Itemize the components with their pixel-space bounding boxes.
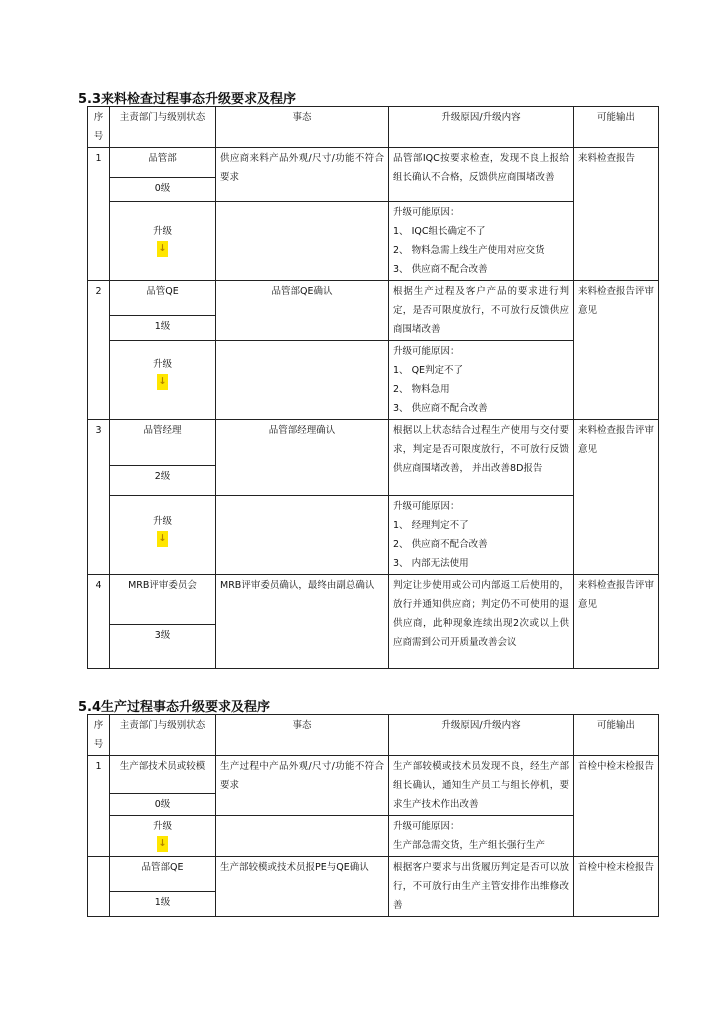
row-dept: 品管部 (110, 148, 216, 178)
empty-cell (216, 496, 389, 575)
row-seq: 1 (88, 756, 110, 857)
header-reason: 升级原因/升级内容 (389, 107, 574, 148)
row-dept: 品管经理 (110, 420, 216, 466)
row-level: 0级 (110, 794, 216, 816)
row-level: 3级 (110, 625, 216, 669)
upgrade-reasons (389, 202, 574, 281)
upgrade-item: 2、 供应商不配合改善 (393, 539, 488, 550)
table-header-row (88, 715, 659, 756)
upgrade-title: 升级可能原因： (393, 821, 460, 832)
upgrade-item: 1、 QE判定不了 (393, 365, 464, 376)
upgrade-title: 升级可能原因： (393, 207, 460, 218)
row-reason: 生产部较模或技术员发现不良，经生产部组长确认，通知生产员工与组长停机，要求生产技术作出改善 (389, 756, 574, 816)
row-output: 来料检查报告评审意见 (574, 281, 659, 420)
row-reason: 判定让步使用或公司内部返工后使用的，放行并通知供应商；判定仍不可使用的退供应商，此种现象连续出现2次或以上供应商需到公司开质量改善会议 (389, 575, 574, 669)
table-row (88, 148, 659, 178)
upgrade-cell (110, 496, 216, 575)
upgrade-item: 3、 供应商不配合改善 (393, 264, 488, 275)
upgrade-item: 2、 物料急用 (393, 384, 450, 395)
row-reason: 根据客户要求与出货履历判定是否可以放行，不可放行由生产主管安排作出维修改善 (389, 857, 574, 917)
row-seq-empty (88, 857, 110, 917)
empty-cell (216, 341, 389, 420)
row-seq: 2 (88, 281, 110, 420)
section-5-3-title: 5.3来料检查过程事态升级要求及程序 (78, 92, 297, 107)
table-row-upgrade (88, 816, 659, 857)
down-arrow-icon: ↓ (114, 836, 211, 852)
row-output: 来料检查报告 (574, 148, 659, 281)
header-reason: 升级原因/升级内容 (389, 715, 574, 756)
upgrade-item: 1、 IQC组长确定不了 (393, 226, 486, 237)
table-row (88, 420, 659, 466)
table-row-upgrade (88, 202, 659, 281)
empty-cell (216, 816, 389, 857)
upgrade-item: 生产部急需交货，生产组长强行生产 (393, 840, 546, 851)
upgrade-label: 升级 (152, 359, 172, 370)
row-seq: 3 (88, 420, 110, 575)
upgrade-item: 2、 物料急需上线生产使用对应交货 (393, 245, 545, 256)
row-event: MRB评审委员确认，最终由副总确认 (216, 575, 389, 669)
row-dept: MRB评审委员会 (110, 575, 216, 625)
header-output: 可能输出 (574, 715, 659, 756)
upgrade-reasons (389, 341, 574, 420)
row-level: 0级 (110, 178, 216, 202)
table-row-upgrade (88, 341, 659, 420)
row-dept: 品管QE (110, 281, 216, 316)
down-arrow-icon: ↓ (114, 531, 211, 547)
table-row (88, 756, 659, 794)
section-5-3-table (87, 106, 659, 669)
row-output: 来料检查报告评审意见 (574, 420, 659, 575)
row-event: 供应商来料产品外观/尺寸/功能不符合要求 (216, 148, 389, 202)
row-output: 首检中检末检报告 (574, 857, 659, 917)
row-event: 生产过程中产品外观/尺寸/功能不符合要求 (216, 756, 389, 816)
row-level: 1级 (110, 892, 216, 917)
row-dept: 品管部QE (110, 857, 216, 892)
row-level: 1级 (110, 315, 216, 340)
row-reason: 品管部IQC按要求检查，发现不良上报给组长确认不合格，反馈供应商围堵改善 (389, 148, 574, 202)
upgrade-cell (110, 816, 216, 857)
row-reason: 根据以上状态结合过程生产使用与交付要求，判定是否可限度放行，不可放行反馈供应商围堵改善， 并出改善8D报告 (389, 420, 574, 496)
row-level: 2级 (110, 466, 216, 496)
table-row (88, 575, 659, 625)
table-header-row (88, 107, 659, 148)
row-seq: 4 (88, 575, 110, 669)
upgrade-reasons (389, 816, 574, 857)
row-output: 首检中检末检报告 (574, 756, 659, 857)
upgrade-label: 升级 (152, 226, 172, 237)
row-reason: 根据生产过程及客户产品的要求进行判定，是否可限度放行，不可放行反馈供应商围堵改善 (389, 281, 574, 341)
header-dept: 主责部门与级别状态 (110, 715, 216, 756)
upgrade-reasons (389, 496, 574, 575)
upgrade-cell (110, 341, 216, 420)
row-dept: 生产部技术员或较模 (110, 756, 216, 794)
upgrade-label: 升级 (152, 516, 172, 527)
upgrade-title: 升级可能原因： (393, 501, 460, 512)
row-event: 生产部较模或技术员报PE与QE确认 (216, 857, 389, 917)
table-row (88, 281, 659, 316)
header-output: 可能输出 (574, 107, 659, 148)
header-event: 事态 (216, 107, 389, 148)
header-seq: 序号 (88, 715, 110, 756)
upgrade-item: 1、 经理判定不了 (393, 520, 469, 531)
header-event: 事态 (216, 715, 389, 756)
header-dept: 主责部门与级别状态 (110, 107, 216, 148)
table-row-upgrade (88, 496, 659, 575)
header-seq: 序号 (88, 107, 110, 148)
upgrade-title: 升级可能原因： (393, 346, 460, 357)
row-output: 来料检查报告评审意见 (574, 575, 659, 669)
section-5-4-title: 5.4生产过程事态升级要求及程序 (78, 700, 271, 715)
empty-cell (216, 202, 389, 281)
row-event: 品管部经理确认 (216, 420, 389, 496)
upgrade-cell (110, 202, 216, 281)
upgrade-item: 3、 内部无法使用 (393, 558, 469, 569)
row-seq: 1 (88, 148, 110, 281)
upgrade-item: 3、 供应商不配合改善 (393, 403, 488, 414)
row-event: 品管部QE确认 (216, 281, 389, 341)
section-5-4-table (87, 714, 659, 917)
down-arrow-icon: ↓ (114, 241, 211, 257)
down-arrow-icon: ↓ (114, 374, 211, 390)
table-row (88, 857, 659, 892)
upgrade-label: 升级 (152, 821, 172, 832)
